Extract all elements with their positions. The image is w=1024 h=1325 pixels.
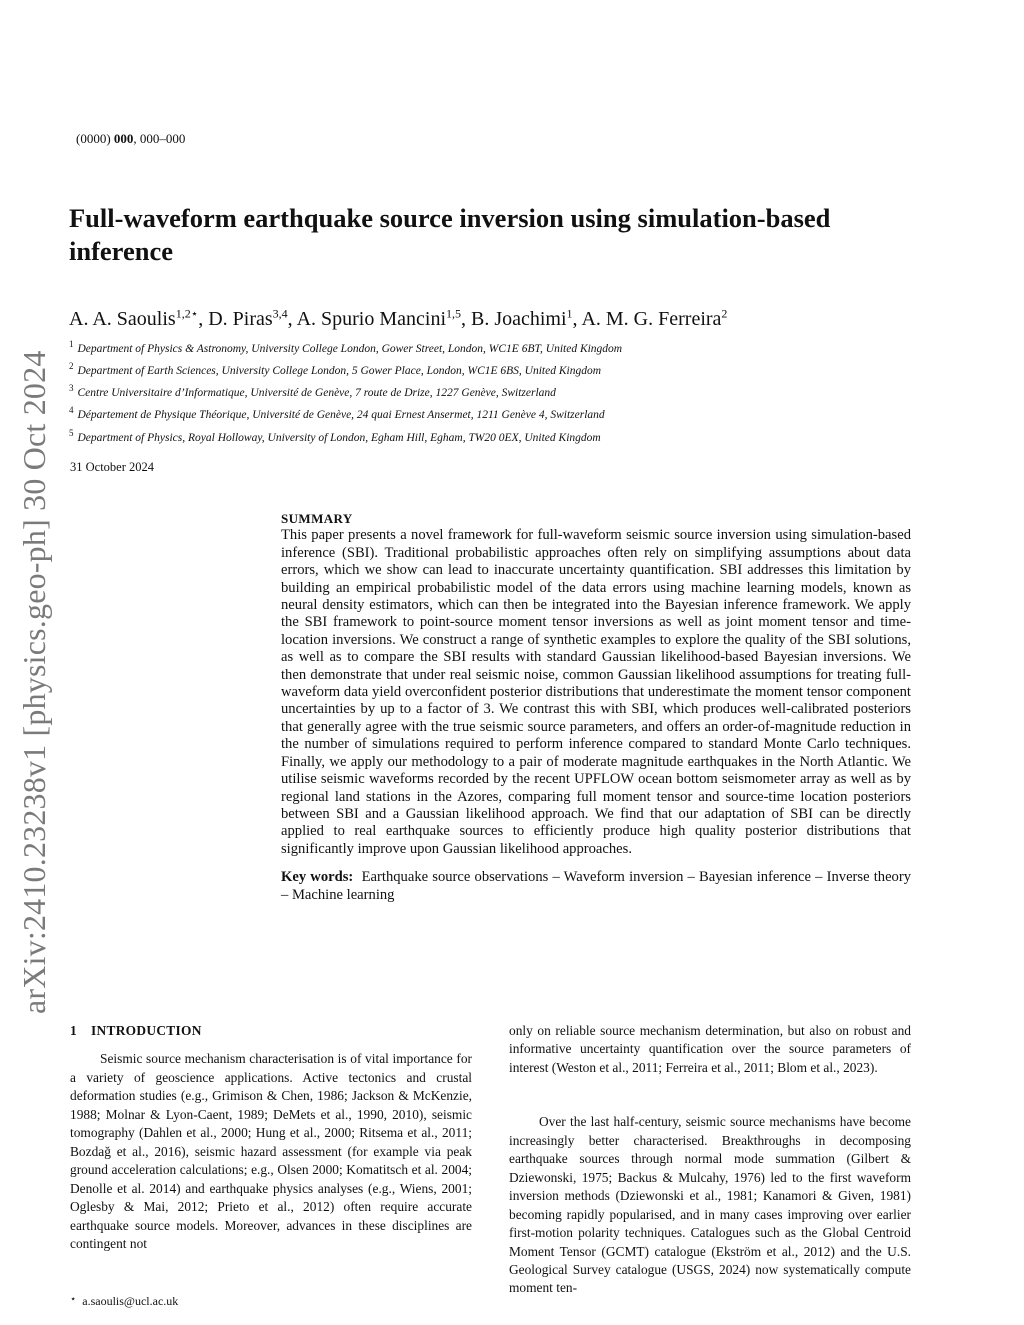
- summary-abstract: [281, 510, 911, 904]
- affiliation: [69, 425, 929, 447]
- arxiv-identifier-stamp: arXiv:2410.23238v1 [physics.geo-ph] 30 Oct 2024: [16, 350, 52, 1014]
- author-separator: ,: [198, 307, 209, 330]
- author-affiliation-marks: 2: [721, 306, 728, 320]
- publication-date: 31 October 2024: [70, 460, 155, 474]
- affiliation: [69, 402, 929, 424]
- affiliation-number: 3: [69, 383, 74, 394]
- affiliation: [69, 358, 929, 380]
- author: [471, 308, 581, 330]
- author-name: B. Joachimi: [471, 307, 567, 330]
- affiliation-number: 4: [69, 405, 74, 416]
- corresponding-author-footnote: [70, 1294, 178, 1309]
- author-name: A. Spurio Mancini: [296, 307, 446, 330]
- author-affiliation-marks: 1: [566, 306, 573, 320]
- affiliation-number: 2: [69, 361, 74, 372]
- author: [208, 308, 296, 330]
- affiliation-text: Département de Physique Théorique, Université de Genève, 24 quai Ernest Ansermet, 1211 Genève 4, Switzerland: [77, 409, 605, 422]
- author-list: [69, 306, 949, 331]
- keywords-label: Key words:: [281, 869, 354, 886]
- keywords: [281, 869, 911, 904]
- section-number: 1: [70, 1023, 77, 1038]
- summary-heading: SUMMARY: [281, 511, 353, 526]
- author-separator: ,: [287, 307, 297, 330]
- author-separator: ,: [461, 307, 471, 330]
- section-title: INTRODUCTION: [91, 1023, 202, 1038]
- affiliation-text: Department of Physics, Royal Holloway, University of London, Egham Hill, Egham, TW20 0EX, United Kingdom: [77, 431, 601, 444]
- affiliation-number: 1: [69, 339, 74, 349]
- journal-reference: [76, 131, 185, 147]
- affiliation: [69, 336, 929, 358]
- footnote-marker: ⋆: [70, 1294, 77, 1305]
- paper-title: Full-waveform earthquake source inversion using simulation-based inference: [69, 203, 831, 266]
- author: [297, 308, 471, 330]
- section-heading-introduction: [70, 1022, 472, 1040]
- journal-ref-prefix: (0000): [76, 131, 114, 146]
- summary-text: This paper presents a novel framework for full-waveform seismic source inversion using simulation-based inference (SBI). Traditional probabilistic approaches often rely on simplifying assumptions about data errors, which we show can lead to inaccurate uncertainty quantification. SBI addresses this limitation by building an empirical probabilistic model of the data errors using machine learning models, known as neural density estimators, which can then be integrated into the Bayesian inference framework. We apply the SBI framework to point-source moment tensor inversions as well as joint moment tensor and time-location inversions. We construct a range of synthetic examples to explore the quality of the SBI solutions, as well as to compare the SBI results with standard Gaussian likelihood-based Bayesian inversions. We then demonstrate that under real seismic noise, common Gaussian likelihood assumptions for treating full-waveform data yield overconfident posterior distributions that underestimate the moment tensor component uncertainties by up to a factor of 3. We contrast this with SBI, which produces well-calibrated posteriors that generally agree with the true seismic source parameters, and offers an order-of-magnitude reduction in the number of simulations required to perform inference compared to standard Monte Carlo techniques. Finally, we apply our methodology to a pair of moderate magnitude earthquakes in the North Atlantic. We utilise seismic waveforms recorded by the recent UPFLOW ocean bottom seismometer array as well as by regional land stations in the Azores, comparing full moment tensor and source-time location posteriors between SBI and a Gaussian likelihood approach. We find that our adaptation of SBI can be directly applied to real earthquake sources to efficiently produce high quality posterior distributions that significantly improve upon Gaussian likelihood approaches.: [281, 527, 911, 857]
- footnote-email: a.saoulis@ucl.ac.uk: [82, 1294, 179, 1308]
- affiliation: [69, 380, 929, 402]
- affiliation-text: Centre Universitaire d’Informatique, Université de Genève, 7 route de Drize, 1227 Genève, Switzerland: [77, 387, 556, 400]
- introduction-paragraph-2: Over the last half-century, seismic source mechanisms have become increasingly better characterised. Breakthroughs in decomposing earthquake sources through normal mode summation (Gilbert & Dziewonski, 1975; Backus & Mulcahy, 1976) led to the first waveform inversion methods (Dziewonski et al., 1981; Kanamori & Given, 1981) becoming rapidly popularised, and in many cases improving over earlier first-motion polarity techniques. Catalogues such as the Global Centroid Moment Tensor (GCMT) catalogue (Ekström et al., 2012) and the U.S. Geological Survey catalogue (USGS, 2024) now systematically compute moment ten-: [509, 1114, 911, 1296]
- author-name: A. M. G. Ferreira: [581, 307, 722, 330]
- author-affiliation-marks: 1,5: [446, 306, 461, 320]
- introduction-paragraph-1: Seismic source mechanism characterisation is of vital importance for a variety of geoscience applications. Active tectonics and crustal deformation studies (e.g., Grimison & Chen, 1986; Jackson & McKenzie, 1988; Molnar & Lyon-Caent, 1989; DeMets et al., 1990, 2010), seismic tomography (Dahlen et al., 2000; Hung et al., 2000; Ritsema et al., 2011; Bozdağ et al., 2016), seismic hazard assessment (for example via peak ground acceleration calculations; e.g., Olsen 2000; Komatitsch et al. 2004; Denolle et al. 2014) and earthquake physics analyses (e.g., Wiens, 2001; Oglesby & Mai, 2012; Prieto et al., 2012) often require accurate earthquake source models. Moreover, advances in these disciplines are contingent not: [70, 1051, 472, 1251]
- author-name: A. A. Saoulis: [69, 307, 176, 330]
- affiliation-list: [69, 336, 929, 447]
- author: [581, 308, 727, 330]
- journal-ref-volume: 000: [113, 131, 134, 146]
- affiliation-text: Department of Earth Sciences, University College London, 5 Gower Place, London, WC1E 6BS, United Kingdom: [77, 364, 602, 377]
- author-name: D. Piras: [208, 307, 273, 330]
- keywords-text: Earthquake source observations – Waveform inversion – Bayesian inference – Inverse theory – Machine learning: [281, 869, 912, 903]
- journal-ref-pages: , 000–000: [133, 131, 186, 146]
- author-affiliation-marks: 1,2⋆: [175, 306, 199, 320]
- introduction-paragraph-1-continued: only on reliable source mechanism determination, but also on robust and informative uncertainty quantification over the source parameters of interest (Weston et al., 2011; Ferreira et al., 2011; Blom et al., 2023).: [509, 1023, 911, 1075]
- left-column: [70, 1022, 472, 1253]
- right-column: [509, 1022, 911, 1298]
- author-affiliation-marks: 3,4: [272, 306, 288, 320]
- affiliation-text: Department of Physics & Astronomy, University College London, Gower Street, London, WC1E 6BT, United Kingdom: [77, 342, 623, 355]
- author-separator: ,: [572, 307, 582, 330]
- author: [69, 308, 208, 330]
- affiliation-number: 5: [69, 427, 74, 438]
